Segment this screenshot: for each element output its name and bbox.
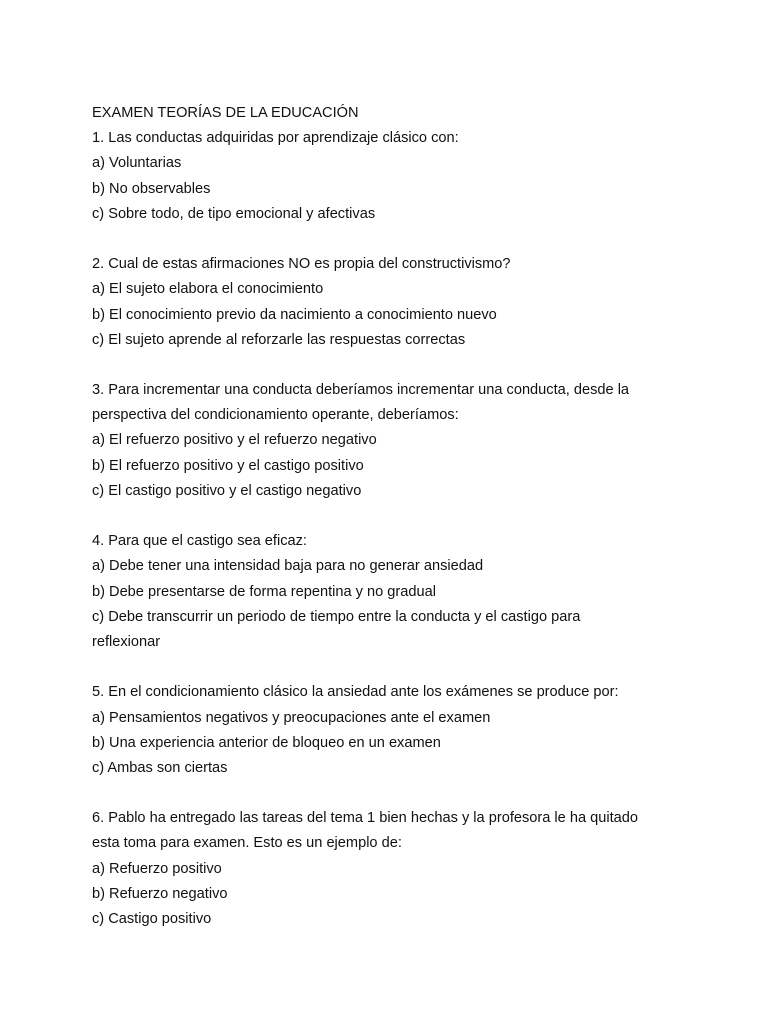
- answer-option: b) El conocimiento previo da nacimiento a conocimiento nuevo: [92, 306, 497, 323]
- question-5: [92, 680, 692, 781]
- question-text: 6. Pablo ha entregado las tareas del tema 1 bien hechas y la profesora le ha quitado: [92, 810, 639, 827]
- question-2: [92, 252, 692, 353]
- document-title: EXAMEN TEORÍAS DE LA EDUCACIÓN: [92, 105, 359, 121]
- answer-option: c) Debe transcurrir un periodo de tiempo entre la conducta y el castigo para: [92, 608, 581, 625]
- question-text-continuation: perspectiva del condicionamiento operante, deberíamos:: [92, 407, 459, 424]
- answer-option: c) Sobre todo, de tipo emocional y afectivas: [92, 205, 376, 222]
- answer-option: c) El sujeto aprende al reforzarle las respuestas correctas: [92, 331, 466, 348]
- answer-option: c) El castigo positivo y el castigo negativo: [92, 482, 362, 499]
- answer-option-continuation: reflexionar: [92, 633, 161, 650]
- answer-option: b) Debe presentarse de forma repentina y no gradual: [92, 583, 436, 600]
- answer-option: a) Debe tener una intensidad baja para no generar ansiedad: [92, 558, 484, 575]
- answer-option: b) El refuerzo positivo y el castigo positivo: [92, 457, 364, 474]
- document-body: [92, 101, 692, 957]
- answer-option: b) Refuerzo negativo: [92, 885, 228, 902]
- question-text: 3. Para incrementar una conducta deberíamos incrementar una conducta, desde la: [92, 382, 630, 399]
- answer-option: a) El sujeto elabora el conocimiento: [92, 281, 324, 298]
- question-text: 5. En el condicionamiento clásico la ansiedad ante los exámenes se produce por:: [92, 684, 619, 701]
- answer-option: b) Una experiencia anterior de bloqueo en un examen: [92, 734, 441, 751]
- answer-option: c) Ambas son ciertas: [92, 759, 228, 776]
- question-text: 1. Las conductas adquiridas por aprendizaje clásico con:: [92, 130, 459, 147]
- answer-option: a) Pensamientos negativos y preocupaciones ante el examen: [92, 709, 491, 726]
- question-3: [92, 378, 692, 504]
- question-text: 2. Cual de estas afirmaciones NO es propia del constructivismo?: [92, 256, 511, 273]
- question-6: [92, 806, 692, 932]
- question-4: [92, 529, 692, 655]
- answer-option: a) Voluntarias: [92, 155, 182, 172]
- question-text: 4. Para que el castigo sea eficaz:: [92, 533, 307, 550]
- answer-option: c) Castigo positivo: [92, 911, 212, 927]
- question-1: [92, 126, 692, 227]
- question-text-continuation: esta toma para examen. Esto es un ejemplo de:: [92, 835, 402, 852]
- answer-option: a) Refuerzo positivo: [92, 860, 222, 877]
- answer-option: b) No observables: [92, 180, 211, 197]
- answer-option: a) El refuerzo positivo y el refuerzo negativo: [92, 432, 377, 449]
